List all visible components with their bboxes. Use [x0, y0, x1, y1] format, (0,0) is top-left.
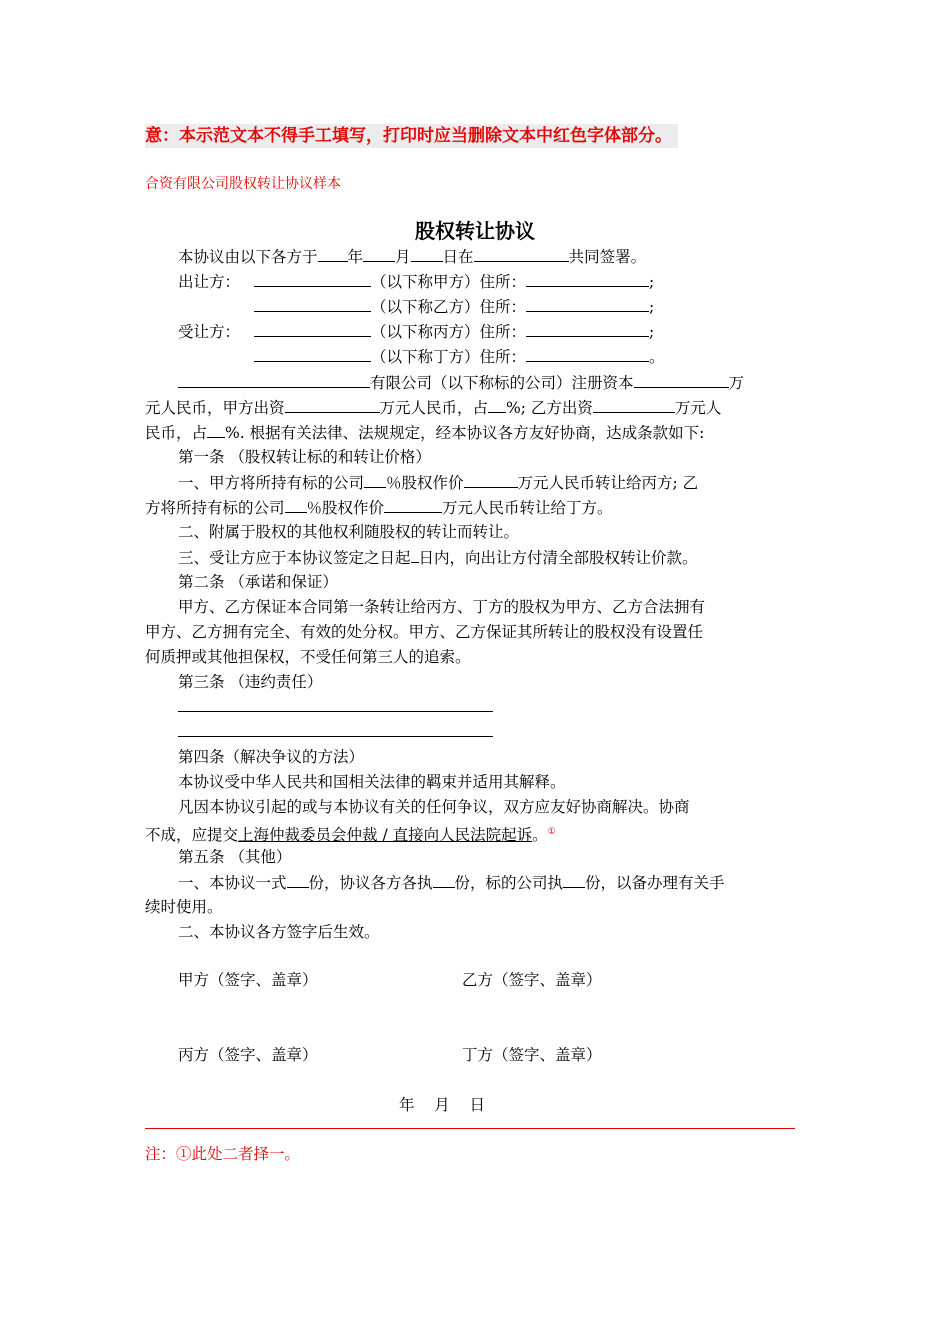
- article-2-line-1: 甲方、乙方保证本合同第一条转让给丙方、丁方的股权为甲方、乙方合法拥有: [178, 598, 706, 616]
- liability-blank-line-2: [178, 736, 493, 737]
- party-jia-text: （以下称甲方）住所：: [371, 273, 527, 291]
- copies-total-blank: [287, 870, 309, 888]
- art5-text-b: 份，协议各方各执: [308, 874, 433, 892]
- art1-jia-price-blank: [464, 470, 518, 488]
- party-yi-end: ;: [649, 298, 655, 316]
- party-jia-end: ;: [649, 273, 655, 291]
- jia-capital-blank: [285, 395, 380, 413]
- art1-text-g: 三、受让方应于本协议签定之日起: [178, 549, 411, 567]
- company-text-8: %. 根据有关法律、法规规定，经本协议各方友好协商，达成条款如下:: [225, 424, 705, 442]
- party-bing-line: [178, 319, 654, 344]
- art1-text-b: ％股权作价: [386, 474, 464, 492]
- party-bing-address-blank: [526, 319, 649, 337]
- dispute-options: 上海仲裁委员会仲裁 / 直接向人民法院起诉: [238, 826, 533, 845]
- company-line-3: [145, 420, 704, 445]
- signature-bing: 丙方（签字、盖章）: [178, 1046, 318, 1064]
- article-1-clause-2: 二、附属于股权的其他权利随股权的转让而转让。: [178, 523, 520, 541]
- article-4-heading: 第四条（解决争议的方法）: [178, 748, 365, 766]
- place-blank: [474, 244, 569, 262]
- art1-text-e: ％股权作价: [306, 499, 385, 517]
- intro-text-a: 本协议由以下各方于: [178, 248, 318, 266]
- art4-text-a: 不成，应提交: [145, 826, 239, 845]
- jia-percent-blank: [488, 395, 506, 413]
- article-1-heading: 第一条 （股权转让标的和转让价格）: [178, 448, 431, 466]
- party-yi-text: （以下称乙方）住所：: [371, 298, 527, 316]
- party-yi-name-blank: [254, 294, 371, 312]
- intro-text-d: 日在: [442, 248, 474, 266]
- company-text-6: 万元人: [674, 399, 722, 417]
- footnote: 注：①此处二者择一。: [145, 1145, 301, 1163]
- month-blank: [363, 244, 395, 262]
- article-1-clause-1b: [145, 495, 613, 520]
- day-blank: [411, 244, 443, 262]
- party-yi-address-blank: [526, 294, 649, 312]
- red-notice: 意：本示范文本不得手工填写，打印时应当删除文本中红色字体部分。: [145, 124, 678, 148]
- party-ding-line: [178, 344, 665, 369]
- party-jia-address-blank: [526, 269, 649, 287]
- company-line-2: [145, 395, 721, 420]
- article-4-line-2: 凡因本协议引起的或与本协议有关的任何争议，双方应友好协商解决。协商: [178, 798, 690, 816]
- art1-text-a: 一、甲方将所持有标的公司: [178, 474, 365, 492]
- capital-blank: [634, 370, 729, 388]
- party-ding-text: （以下称丁方）住所：: [371, 348, 527, 366]
- liability-blank-line-1: [178, 711, 493, 712]
- intro-line: [178, 244, 646, 269]
- art1-text-c: 万元人民币转让给丙方; 乙: [517, 474, 699, 492]
- copies-company-blank: [563, 870, 585, 888]
- art1-text-d: 方将所持有标的公司: [145, 499, 285, 517]
- art1-yi-price-blank: [384, 495, 442, 513]
- signature-jia: 甲方（签字、盖章）: [178, 971, 318, 989]
- intro-text-e: 共同签署。: [568, 248, 647, 266]
- article-1-clause-3: [178, 545, 698, 570]
- company-text-3: 元人民币，甲方出资: [145, 399, 285, 417]
- signature-yi: 乙方（签字、盖章）: [462, 971, 602, 989]
- party-bing-text: （以下称丙方）住所：: [371, 323, 527, 341]
- signature-ding: 丁方（签字、盖章）: [462, 1046, 602, 1064]
- party-bing-name-blank: [254, 319, 371, 337]
- yi-percent-blank: [207, 420, 225, 438]
- yi-capital-blank: [593, 395, 675, 413]
- copies-each-blank: [433, 870, 455, 888]
- art5-text-a: 一、本协议一式: [178, 874, 287, 892]
- party-ding-name-blank: [254, 344, 371, 362]
- art1-text-f: 万元人民币转让给丁方。: [442, 499, 613, 517]
- art1-text-h: 日内，向出让方付清全部股权转让价款。: [418, 549, 698, 567]
- article-5-heading: 第五条 （其他）: [178, 848, 292, 866]
- party-ding-end: 。: [649, 348, 665, 366]
- company-text-7: 民币，占: [145, 424, 208, 442]
- party-jia-line: [178, 269, 654, 294]
- article-3-heading: 第三条 （违约责任）: [178, 673, 323, 691]
- sample-subtitle: 合资有限公司股权转让协议样本: [145, 176, 341, 192]
- company-line-1: [178, 370, 744, 395]
- article-2-line-2: 甲方、乙方拥有完全、有效的处分权。甲方、乙方保证其所转让的股权没有设置任: [145, 623, 704, 641]
- document-title: 股权转让协议: [415, 219, 535, 243]
- art1-yi-percent-blank: [285, 495, 307, 513]
- art4-text-c: 。: [532, 826, 548, 845]
- art5-text-c: 份，标的公司执: [454, 874, 564, 892]
- footnote-marker: ①: [547, 827, 556, 837]
- payment-days-blank: [411, 545, 419, 563]
- year-blank: [318, 244, 348, 262]
- company-text-4: 万元人民币，占: [379, 399, 489, 417]
- article-5-line-2: 续时使用。: [145, 898, 223, 916]
- article-4-line-1: 本协议受中华人民共和国相关法律的羁束并适用其解释。: [178, 773, 566, 791]
- article-4-line-3: [145, 820, 556, 847]
- art1-jia-percent-blank: [364, 470, 386, 488]
- article-5-line-3: 二、本协议各方签字后生效。: [178, 923, 380, 941]
- company-name-blank: [178, 370, 370, 388]
- article-1-clause-1a: [178, 470, 698, 495]
- article-5-line-1: [178, 870, 725, 895]
- company-text-2: 万: [728, 374, 745, 392]
- date-line: 年 月 日: [399, 1096, 485, 1114]
- footnote-divider: [145, 1128, 795, 1129]
- article-2-line-3: 何质押或其他担保权，不受任何第三人的追索。: [145, 648, 471, 666]
- transferor-label: 出让方：: [178, 273, 241, 291]
- party-yi-line: [178, 294, 654, 319]
- party-ding-address-blank: [526, 344, 649, 362]
- party-jia-name-blank: [254, 269, 371, 287]
- party-bing-end: ;: [649, 323, 655, 341]
- intro-text-c: 月: [395, 248, 411, 266]
- company-text-5: %; 乙方出资: [506, 399, 593, 417]
- intro-text-b: 年: [347, 248, 364, 266]
- art5-text-d: 份，以备办理有关手: [585, 874, 725, 892]
- company-text-1: 有限公司（以下称标的公司）注册资本: [370, 374, 634, 392]
- transferee-label: 受让方：: [178, 323, 241, 341]
- article-2-heading: 第二条 （承诺和保证）: [178, 573, 338, 591]
